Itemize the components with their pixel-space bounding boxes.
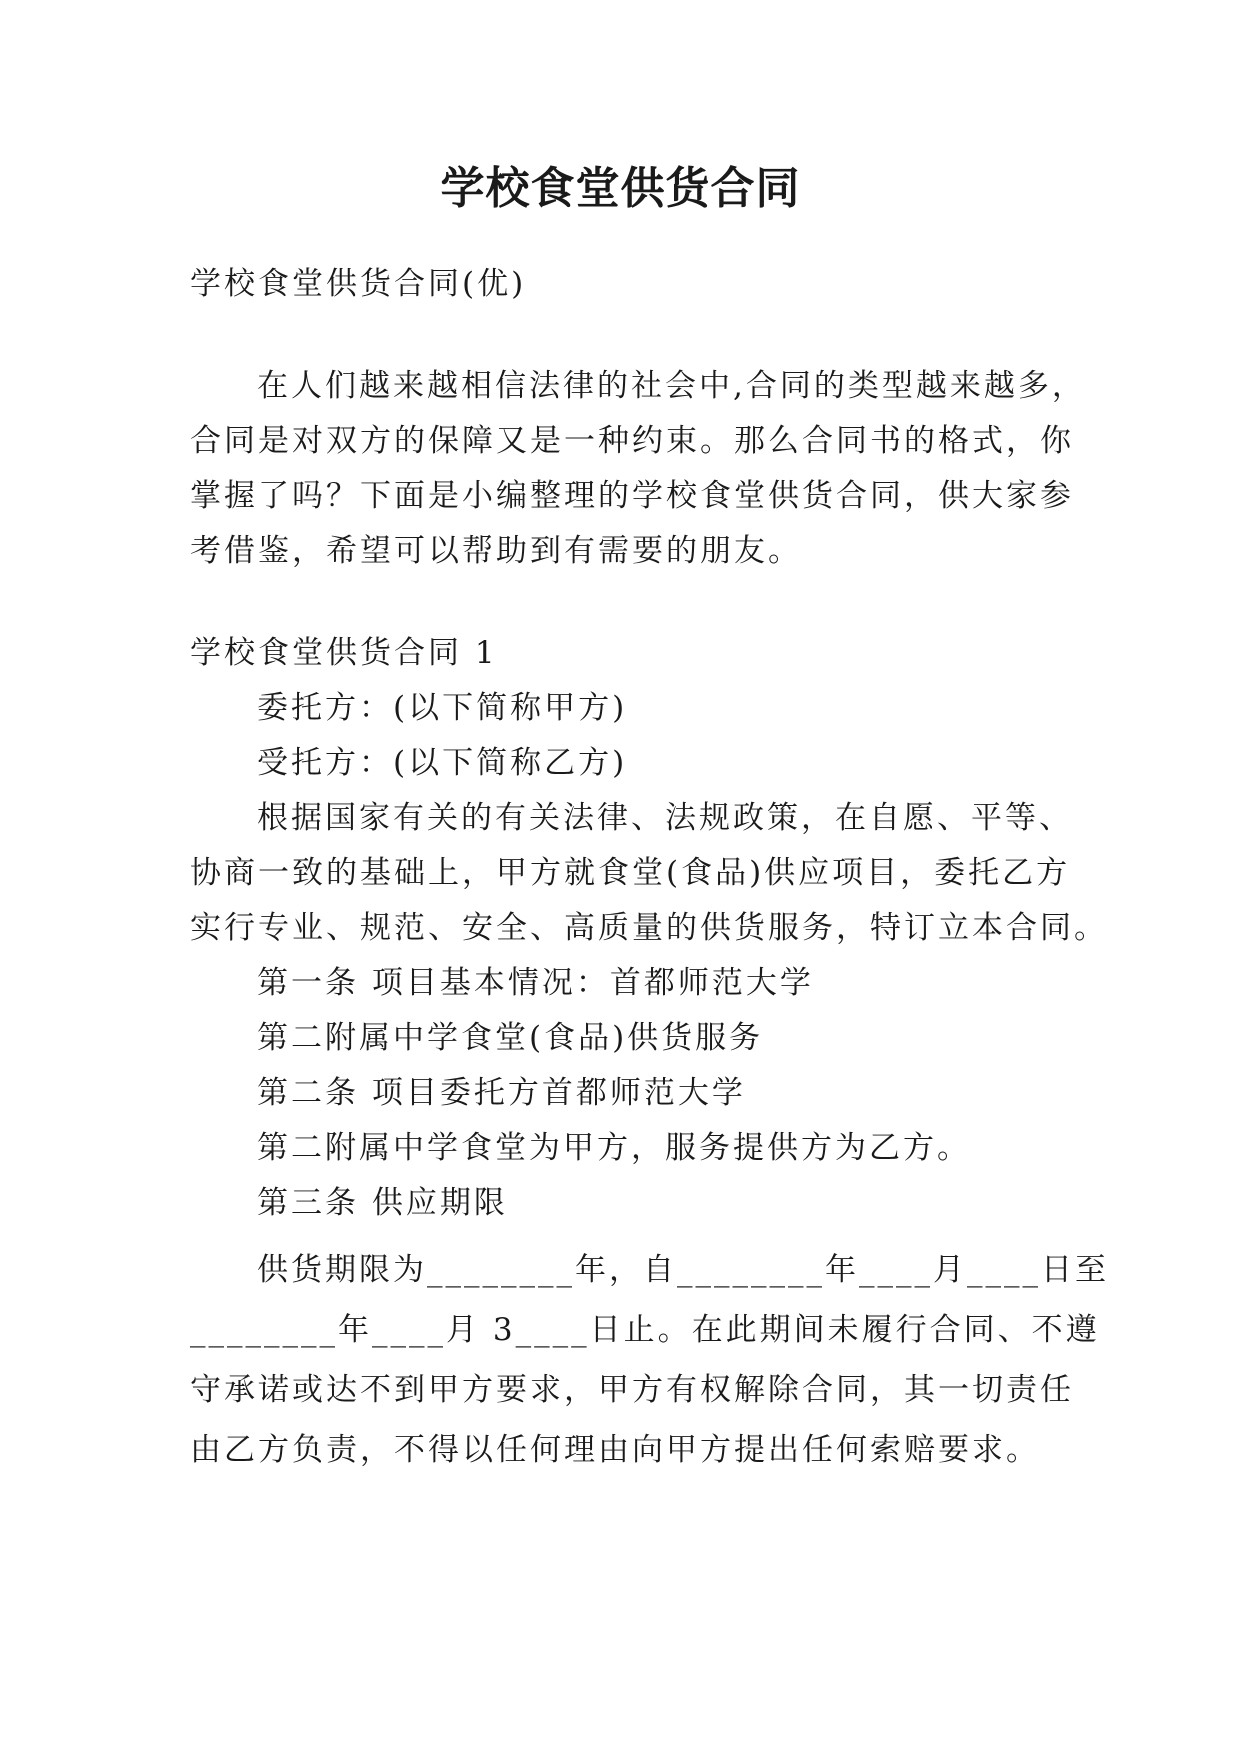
article-2-line-1: 第二条 项目委托方首都师范大学 [257,1075,746,1111]
term-line-4: 由乙方负责，不得以任何理由向甲方提出任何索赔要求。 [190,1432,1040,1468]
intro-line-4: 考借鉴，希望可以帮助到有需要的朋友。 [190,533,802,569]
basis-line-2: 协商一致的基础上，甲方就食堂(食品)供应项目，委托乙方 [190,855,1071,891]
agent-party-line: 受托方：(以下简称乙方) [257,745,628,781]
article-2-line-2: 第二附属中学食堂为甲方，服务提供方为乙方。 [257,1130,971,1166]
subtitle-line: 学校食堂供货合同(优) [190,266,527,302]
document-title: 学校食堂供货合同 [440,163,801,214]
intro-line-3: 掌握了吗？下面是小编整理的学校食堂供货合同，供大家参 [190,478,1074,514]
article-3-heading: 第三条 供应期限 [257,1185,508,1221]
term-line-2: ________年____月 3____日止。在此期间未履行合同、不遵 [190,1312,1100,1348]
intro-line-1: 在人们越来越相信法律的社会中,合同的类型越来越多， [257,368,1086,404]
intro-line-2: 合同是对双方的保障又是一种约束。那么合同书的格式，你 [190,423,1074,459]
basis-line-1: 根据国家有关的有关法律、法规政策，在自愿、平等、 [257,800,1073,836]
term-line-3: 守承诺或达不到甲方要求，甲方有权解除合同，其一切责任 [190,1372,1074,1408]
article-1-line-2: 第二附属中学食堂(食品)供货服务 [257,1020,764,1056]
basis-line-3: 实行专业、规范、安全、高质量的供货服务，特订立本合同。 [190,910,1108,946]
term-line-1: 供货期限为________年，自________年____月____日至 [257,1252,1109,1288]
article-1-line-1: 第一条 项目基本情况：首都师范大学 [257,965,814,1001]
client-party-line: 委托方：(以下简称甲方) [257,690,628,726]
section-heading: 学校食堂供货合同 1 [190,635,498,671]
